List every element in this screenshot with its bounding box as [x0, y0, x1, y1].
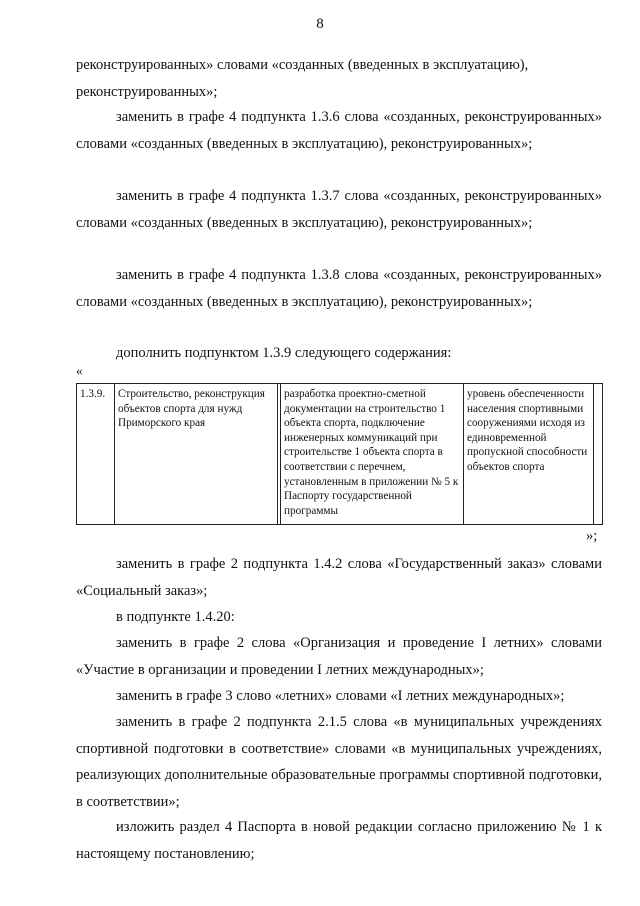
quote-close-mark: »;: [586, 528, 598, 544]
table-row: [77, 384, 603, 525]
paragraph-column-3-replace: заменить в графе 3 слово «летних» словами «I летних международных»;: [116, 688, 565, 704]
table-cell-indicator: уровень обеспеченности населения спортивными сооружениями исходя из единовременной пропускной способности объектов спорта: [464, 384, 594, 525]
paragraph-item-1-4-2: заменить в графе 2 подпункта 1.4.2 слова «Государственный заказ» словами «Социальный заказ»;: [76, 556, 602, 599]
paragraph-continuation: реконструированных» словами «созданных (введенных в эксплуатацию), реконструированных»;: [76, 57, 529, 100]
paragraph-column-2-replace: заменить в графе 2 слова «Организация и проведение I летних» словами «Участие в организации и проведении I летних международных»;: [76, 635, 602, 678]
table-cell-empty-last: [594, 384, 603, 525]
quote-open-mark: «: [76, 363, 83, 378]
paragraph-item-1-3-6: заменить в графе 4 подпункта 1.3.6 слова «созданных, реконструированных» словами «созданных (введенных в эксплуатацию), реконструированных»;: [76, 109, 602, 152]
table-cell-name: Строительство, реконструкция объектов спорта для нужд Приморского края: [115, 384, 278, 525]
paragraph-item-1-3-8: заменить в графе 4 подпункта 1.3.8 слова «созданных, реконструированных» словами «созданных (введенных в эксплуатацию), реконструированных»;: [76, 267, 602, 310]
paragraph-add-item-1-3-9: дополнить подпунктом 1.3.9 следующего содержания:: [116, 345, 452, 361]
paragraph-section-4: изложить раздел 4 Паспорта в новой редакции согласно приложению № 1 к настоящему постановлению;: [76, 819, 602, 862]
table-cell-number: 1.3.9.: [77, 384, 115, 525]
paragraph-item-1-4-20: в подпункте 1.4.20:: [116, 609, 235, 625]
paragraph-item-1-3-7: заменить в графе 4 подпункта 1.3.7 слова «созданных, реконструированных» словами «созданных (введенных в эксплуатацию), реконструированных»;: [76, 188, 602, 231]
paragraph-item-2-1-5: заменить в графе 2 подпункта 2.1.5 слова «в муниципальных учреждениях спортивной подготовки в соответствие» словами «в муниципальных учреждениях, реализующих дополнительные образовательные программы спортивной подготовки, в соответствии»;: [76, 714, 602, 810]
inserted-table: [76, 383, 603, 525]
page-number: 8: [316, 16, 324, 32]
table-cell-actions: разработка проектно-сметной документации на строительство 1 объекта спорта, подключение инженерных коммуникаций при строительстве 1 объекта спорта в соответствии с перечнем, установленным в приложении № 5 к Паспорту государственной программы: [281, 384, 464, 525]
